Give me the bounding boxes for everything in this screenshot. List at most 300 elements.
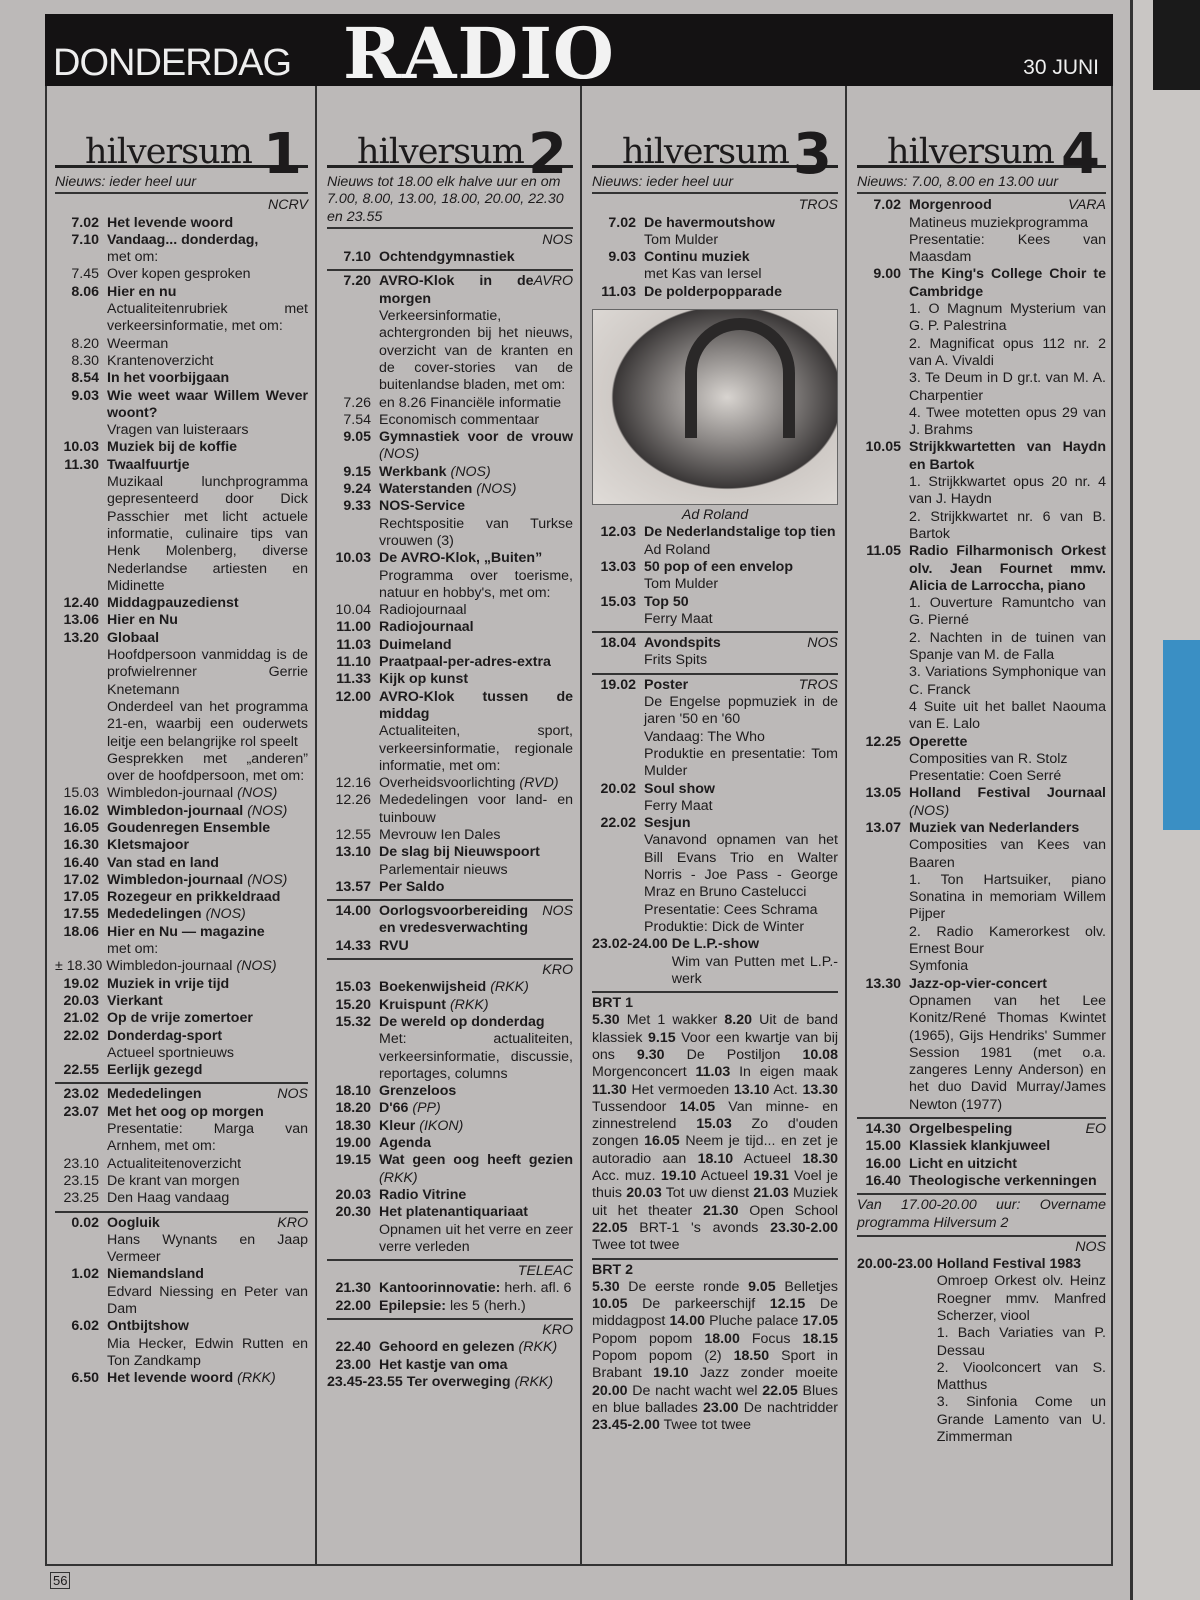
program-entry: [857, 543, 1106, 733]
program-time: 11.05: [866, 543, 901, 560]
program-body: [107, 232, 308, 267]
program-broadcaster: (NOS): [236, 958, 277, 975]
program-title: Top 50: [644, 593, 689, 610]
program-description: 2. Radio Kamerorkest olv. Ernest Bour: [909, 923, 1106, 958]
program-body: [909, 976, 1106, 1114]
program-title: Met het oog op morgen: [107, 1103, 264, 1120]
program-entry: [55, 1190, 308, 1207]
program-time: 7.02: [71, 214, 99, 231]
program-description: 1. O Magnum Mysterium van G. P. Palestrina: [909, 301, 1106, 335]
program-title: Op de vrije zomertoer: [107, 1010, 253, 1027]
program-time: 9.03: [71, 387, 99, 404]
program-entry: [592, 559, 838, 594]
program-title: Mededelingen: [107, 1086, 202, 1103]
program-body: [379, 602, 573, 619]
brt-channel-title: BRT 2: [592, 1261, 633, 1278]
program-time: 18.04: [600, 635, 636, 652]
column-heading: [327, 86, 573, 187]
program-time: 18.30: [335, 1117, 371, 1134]
brt-program: Pluche palace: [709, 1313, 799, 1330]
program-title: Muziek van Nederlanders: [909, 819, 1080, 836]
program-entry: [857, 976, 1106, 1114]
broadcaster-label: NOS: [857, 1235, 1106, 1256]
program-entry: [327, 979, 573, 996]
program-time: 7.20: [343, 273, 371, 290]
program-body: [909, 1121, 1106, 1138]
program-title: Strijkkwartetten van Haydn en Bartok: [909, 439, 1106, 473]
broadcaster-label: NCRV: [268, 197, 308, 214]
program-entry: [55, 1010, 308, 1027]
brt-program: Act.: [773, 1081, 798, 1098]
program-description: Matineus muziekprogramma: [909, 214, 1088, 231]
program-entry: [55, 232, 308, 267]
program-body: [909, 820, 1106, 976]
program-broadcaster: (NOS): [247, 802, 288, 819]
program-description: Frits Spits: [644, 652, 708, 669]
program-entry: [592, 249, 838, 284]
program-title: De polderpopparade: [644, 283, 782, 300]
program-title: Mededelingen: [107, 906, 202, 923]
program-body: [107, 336, 308, 353]
program-body: [107, 872, 308, 889]
station-number: 1: [263, 121, 302, 187]
program-title: Muziek in vrije tijd: [107, 975, 230, 992]
program-body: [644, 284, 838, 301]
program-time: 13.10: [335, 844, 371, 861]
program-entry: [857, 1173, 1106, 1190]
program-time: 23.02-24.00: [592, 936, 668, 953]
brt-time: 16.05: [644, 1133, 680, 1150]
program-entry: [327, 1083, 573, 1100]
brt-time: 17.05: [802, 1313, 839, 1330]
program-body: [379, 637, 573, 654]
brt-time: 18.50: [733, 1348, 770, 1365]
program-title: Het levende woord: [107, 1370, 234, 1387]
brt-program: De nacht wacht wel: [632, 1382, 758, 1399]
station-name: hilversum: [357, 131, 524, 172]
program-title: Operette: [909, 733, 968, 750]
program-time: 23.25: [63, 1190, 99, 1207]
program-entry: [55, 976, 308, 993]
program-body: [107, 1086, 308, 1103]
program-time: 23.45-23.55: [327, 1373, 403, 1390]
page-header: [45, 12, 1113, 95]
program-entry: [55, 820, 308, 837]
program-title: De wereld op donderdag: [379, 1013, 545, 1030]
brt-program: Sport in Brabant: [592, 1348, 838, 1382]
brt-time: 10.05: [592, 1296, 628, 1313]
brt-time: 15.03: [696, 1116, 732, 1133]
program-note: les 5 (herh.): [449, 1297, 526, 1314]
brt-program: De middagpost: [592, 1296, 838, 1330]
program-body: [909, 1173, 1106, 1190]
program-time: 13.57: [335, 878, 371, 895]
program-title: Oorlogsvoorbereiding en vredesverwachting: [379, 903, 529, 937]
program-time: 12.55: [335, 826, 371, 843]
brt-program: Actueel: [743, 1150, 792, 1167]
brt-time: 18.30: [802, 1150, 838, 1167]
program-title: Wie weet waar Willem Wever woont?: [107, 387, 308, 421]
program-body: [379, 903, 573, 938]
program-entry: [55, 837, 308, 854]
program-entry: [55, 353, 308, 370]
program-time: 10.03: [63, 439, 99, 456]
program-entry: [327, 1014, 573, 1083]
program-time: 13.30: [865, 975, 901, 992]
program-title: Licht en uitzicht: [909, 1155, 1017, 1172]
program-body: [937, 1256, 1106, 1446]
program-entry: [857, 197, 1106, 266]
program-body: [644, 677, 838, 781]
program-time: 16.02: [63, 802, 99, 819]
program-time: 16.00: [865, 1155, 901, 1172]
program-time: 16.05: [63, 819, 99, 836]
program-time: 9.24: [343, 481, 371, 498]
program-title: Actualiteitenoverzicht: [107, 1155, 242, 1172]
program-description: Met: actualiteiten, verkeersinformatie, discussie, reportages, columns: [379, 1031, 573, 1082]
brt-channel-title: BRT 1: [592, 995, 633, 1012]
program-title: Kleur: [379, 1117, 416, 1134]
program-time: 7.26: [343, 394, 371, 411]
program-time: 10.05: [865, 439, 901, 456]
station-name: hilversum: [622, 131, 789, 172]
program-entry: [327, 498, 573, 550]
broadcaster-label: AVRO: [533, 273, 573, 290]
brt-time: 23.00: [703, 1399, 739, 1416]
program-entry: [592, 594, 838, 629]
program-body: [379, 844, 573, 879]
program-time: 18.10: [335, 1083, 371, 1100]
program-time: 7.45: [71, 266, 99, 283]
brt-time: 23.45-2.00: [592, 1417, 660, 1434]
page-number: 56: [50, 1572, 70, 1589]
program-title: Muziek bij de koffie: [107, 439, 238, 456]
program-description: Verkeersinformatie, achtergronden bij het nieuws, overzicht van de kranten en de cover-stories van de buitenlandse bladen, met om:: [379, 308, 573, 394]
program-body: [106, 958, 308, 975]
program-body: [107, 1028, 308, 1063]
program-title: Krantenoverzicht: [107, 352, 214, 369]
program-entry: [327, 1280, 573, 1297]
program-title: Goudenregen Ensemble: [107, 819, 271, 836]
program-body: [379, 619, 573, 636]
brt-program: Zo d'ouden zongen: [592, 1116, 838, 1150]
program-body: [107, 976, 308, 993]
brt-program: Met 1 wakker: [626, 1012, 718, 1029]
program-body: [644, 559, 838, 594]
program-description: Mia Hecker, Edwin Rutten en Ton Zandkamp: [107, 1335, 308, 1369]
program-body: [644, 594, 838, 629]
program-entry: [592, 631, 838, 670]
program-time: 15.03: [63, 785, 99, 802]
program-time: 13.06: [63, 612, 99, 629]
program-description: Rechtspositie van Turkse vrouwen (3): [379, 515, 573, 549]
program-time: 11.00: [336, 619, 371, 636]
program-body: [107, 284, 308, 336]
brt-program: Voel je thuis: [592, 1168, 838, 1202]
program-body: [107, 820, 308, 837]
brt-time: 11.30: [592, 1081, 627, 1098]
program-title: Grenzeloos: [379, 1083, 457, 1100]
program-body: [107, 1062, 308, 1079]
program-description: Tom Mulder: [644, 231, 719, 248]
brt-time: 5.30: [592, 1278, 620, 1295]
program-body: [107, 1266, 308, 1318]
program-entry: [327, 550, 573, 602]
program-body: [107, 612, 308, 629]
brt-program: Het vermoeden: [631, 1081, 730, 1098]
program-broadcaster: (RKK): [514, 1373, 554, 1390]
station-number: 4: [1061, 121, 1100, 187]
program-title: NOS-Service: [379, 498, 465, 515]
program-body: [107, 1370, 308, 1387]
program-time: 11.03: [336, 636, 371, 653]
program-description: Presentatie: Kees van Maasdam: [909, 231, 1106, 266]
program-body: [379, 654, 573, 671]
program-entry: [55, 1062, 308, 1079]
brt-time: 5.30: [592, 1012, 620, 1029]
program-time: 20.00-23.00: [857, 1256, 933, 1273]
program-body: [379, 1204, 573, 1256]
program-time: 7.10: [343, 249, 371, 266]
program-time: 7.02: [608, 214, 636, 231]
program-entry: [327, 997, 573, 1014]
brt-program: Belletjes: [784, 1278, 838, 1295]
program-body: [909, 1156, 1106, 1173]
program-entry: [327, 1339, 573, 1356]
program-time: 9.00: [873, 266, 901, 283]
program-entry: [327, 269, 573, 394]
program-broadcaster: (NOS): [379, 446, 420, 463]
program-broadcaster: (RKK): [237, 1370, 276, 1387]
program-title: Ontbijtshow: [107, 1318, 189, 1335]
program-body: [379, 997, 573, 1014]
program-description: 1. Bach Variaties van P. Dessau: [936, 1325, 1106, 1359]
program-time: 19.02: [63, 975, 99, 992]
broadcaster-label: TROS: [798, 197, 838, 214]
program-description: Produktie en presentatie: Tom Mulder: [644, 745, 838, 780]
broadcaster-label: TELEAC: [327, 1259, 573, 1280]
program-title: Eerlijk gezegd: [107, 1062, 203, 1079]
program-time: 19.02: [600, 676, 636, 693]
program-time: 14.30: [865, 1121, 901, 1138]
program-title: en 8.26 Financiële informatie: [379, 394, 562, 411]
brt-program: De parkeerschijf: [642, 1296, 756, 1313]
program-entry: [327, 844, 573, 879]
program-description: 3. Variations Symphonique van C. Franck: [909, 664, 1106, 698]
program-entry: [55, 803, 308, 820]
brt-program: Popom popom (2): [592, 1348, 722, 1365]
news-schedule: Nieuws: 7.00, 8.00 en 13.00 uur: [857, 174, 1106, 194]
brt-time: 18.10: [697, 1150, 734, 1167]
program-entry: [327, 792, 573, 827]
program-title: Ter overweging: [406, 1373, 511, 1390]
program-time: 12.25: [865, 733, 901, 750]
program-title: Continu muziek: [644, 249, 750, 266]
program-body: [644, 815, 838, 936]
program-description: Ad Roland: [644, 541, 711, 558]
brt-time: 14.05: [679, 1098, 716, 1115]
program-time: 23.10: [63, 1155, 99, 1172]
program-entry: [592, 284, 838, 301]
program-time: 6.02: [71, 1318, 99, 1335]
program-entry: [327, 671, 573, 688]
program-time: 8.06: [71, 283, 99, 300]
program-broadcaster: (NOS): [909, 802, 950, 819]
program-title: Hier en nu: [107, 283, 177, 300]
program-time: 20.02: [600, 780, 636, 797]
program-entry: [327, 899, 573, 938]
brt-time: 11.03: [695, 1064, 731, 1081]
program-time: 15.00: [865, 1138, 901, 1155]
brt-time: 21.30: [702, 1202, 739, 1219]
brt-program: Morgenconcert: [592, 1064, 687, 1081]
program-title: Vierkant: [107, 992, 163, 1009]
program-body: [107, 1104, 308, 1156]
program-time: ± 18.30: [55, 958, 103, 975]
program-entry: [55, 889, 308, 906]
program-body: [909, 785, 1106, 820]
brt-time: 18.00: [704, 1330, 740, 1347]
program-time: 12.26: [335, 792, 371, 809]
program-title: Mededelingen voor land- en tuinbouw: [379, 792, 573, 826]
program-title: Boekenwijsheid: [379, 979, 487, 996]
program-title: Soul show: [644, 780, 715, 797]
program-time: 14.33: [335, 937, 371, 954]
program-title: De havermoutshow: [644, 214, 775, 231]
program-entry: [592, 524, 838, 559]
program-time: 9.15: [343, 463, 371, 480]
station-column-hilversum-4: [845, 86, 1113, 1566]
program-description: De Engelse popmuziek in de jaren '50 en '60: [644, 694, 838, 728]
program-entry: [327, 1152, 573, 1187]
program-time: 20.03: [335, 1186, 371, 1203]
program-title: Werkbank: [379, 463, 447, 480]
program-title: Wimbledon-journaal: [107, 785, 234, 802]
program-description: 1. Ouverture Ramuntcho van G. Pierné: [909, 595, 1106, 629]
program-time: 8.20: [71, 335, 99, 352]
brt-program: Tot uw dienst: [665, 1185, 750, 1202]
program-description: 2. Strijkkwartet nr. 6 van B. Bartok: [909, 508, 1106, 542]
broadcaster-label: KRO: [277, 1214, 308, 1231]
program-description: 2. Vioolconcert van S. Matthus: [936, 1359, 1106, 1394]
program-description: 1. Ton Hartsuiker, piano Sonatina in memoriam Willem Pijper: [909, 871, 1106, 923]
program-title: De slag bij Nieuwspoort: [379, 844, 540, 861]
program-entry: [55, 1104, 308, 1156]
program-time: 15.03: [335, 979, 371, 996]
photo-block: [592, 309, 838, 524]
program-description: Presentatie: Cees Schrama: [644, 901, 818, 918]
program-body: [379, 550, 573, 602]
program-entry: [55, 388, 308, 440]
program-title: Het levende woord: [107, 214, 234, 231]
program-broadcaster: (IKON): [419, 1117, 464, 1134]
program-title: Jazz-op-vier-concert: [909, 975, 1047, 992]
program-time: 9.05: [343, 429, 371, 446]
program-time: 13.07: [865, 819, 901, 836]
brt-time: 10.08: [802, 1046, 838, 1063]
program-title: Gymnastiek voor de vrouw: [379, 429, 573, 446]
program-entry: [55, 595, 308, 612]
broadcaster-label: KRO: [327, 1318, 573, 1339]
program-description: Ferry Maat: [644, 797, 713, 814]
program-title: Gehoord en gelezen: [379, 1339, 515, 1356]
program-body: [644, 781, 838, 816]
program-description: met om:: [107, 941, 159, 958]
program-body: [107, 370, 308, 387]
program-entry: [327, 1118, 573, 1135]
program-entry: [55, 1211, 308, 1267]
program-entry: [592, 215, 838, 250]
program-time: 11.03: [601, 283, 636, 300]
adjacent-page-edge: [1130, 0, 1200, 1600]
program-description: Symfonia: [909, 958, 969, 975]
program-body: [644, 524, 838, 559]
program-body: [379, 1298, 573, 1315]
program-body: [107, 595, 308, 612]
program-broadcaster: (NOS): [247, 871, 288, 888]
program-title: Wimbledon-journaal: [107, 802, 244, 819]
program-description: Presentatie: Coen Serré: [909, 768, 1062, 785]
brt-time: 21.03: [753, 1185, 789, 1202]
program-title: Weerman: [107, 335, 169, 352]
program-entry: [857, 820, 1106, 976]
program-description: 2. Magnificat opus 112 nr. 2 van A. Vivaldi: [909, 335, 1106, 369]
program-entry: [327, 879, 573, 896]
program-time: 13.03: [600, 558, 636, 575]
program-title: Rozegeur en prikkeldraad: [107, 889, 281, 906]
program-time: 22.02: [600, 815, 636, 832]
program-title: De AVRO-Klok, „Buiten”: [379, 550, 543, 567]
program-time: 22.40: [335, 1339, 371, 1356]
brt-time: 19.10: [660, 1168, 697, 1185]
program-time: 8.54: [71, 370, 99, 387]
program-body: [379, 671, 573, 688]
program-entry: [55, 872, 308, 889]
program-entry: [55, 993, 308, 1010]
brt-time: 12.15: [769, 1296, 806, 1313]
program-body: [107, 457, 308, 595]
program-description: 2. Nachten in de tuinen van Spanje van M. de Falla: [909, 629, 1106, 664]
program-entry: [55, 1370, 308, 1387]
program-body: [107, 388, 308, 440]
program-time: 16.30: [63, 837, 99, 854]
program-title: Niemandsland: [107, 1266, 204, 1283]
station-name: hilversum: [85, 131, 252, 172]
program-entry: [327, 395, 573, 412]
program-entry: [55, 906, 308, 923]
program-title: Praatpaal-per-adres-extra: [379, 654, 551, 671]
program-broadcaster: (RKK): [490, 979, 529, 996]
program-body: [379, 1135, 573, 1152]
program-time: 22.55: [63, 1062, 99, 1079]
program-entry: [327, 775, 573, 792]
program-time: 6.50: [71, 1370, 99, 1387]
program-entry: [55, 630, 308, 786]
program-title: Over kopen gesproken: [107, 266, 251, 283]
brt-time: 23.30-2.00: [770, 1219, 838, 1236]
program-title: Kantoorinnovatie:: [379, 1280, 501, 1297]
program-time: 12.40: [63, 595, 99, 612]
program-title: The King's College Choir te Cambridge: [909, 266, 1106, 300]
program-description: Gesprekken met „anderen” over de hoofdpersoon, met om:: [107, 750, 308, 785]
program-entry: [327, 827, 573, 844]
program-body: [107, 630, 308, 786]
program-time: 16.40: [865, 1172, 901, 1189]
program-description: Actualiteitenrubriek met verkeersinformatie, met om:: [107, 301, 308, 335]
program-broadcaster: (PP): [412, 1100, 441, 1117]
program-entry: [327, 429, 573, 464]
program-time: 22.00: [335, 1297, 371, 1314]
